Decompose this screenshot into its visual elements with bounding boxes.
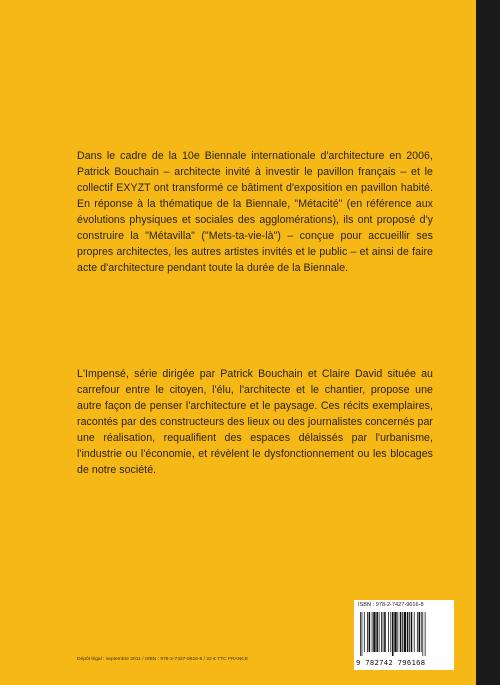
barcode-bar: [417, 612, 418, 652]
barcode-bar: [364, 612, 365, 652]
barcode-bar: [400, 612, 402, 652]
barcode-bar: [388, 612, 389, 652]
barcode-bar: [407, 612, 409, 652]
barcode-bars: [360, 612, 448, 656]
isbn-text: ISBN : 978-2-7427-9616-8: [358, 602, 424, 608]
barcode-bar: [372, 612, 373, 652]
barcode-bar: [411, 612, 413, 652]
barcode-digits: 9 782742 796168: [356, 658, 426, 667]
barcode-bar: [397, 612, 398, 652]
barcode-bar: [409, 612, 410, 652]
barcode-bar: [379, 612, 380, 652]
back-cover-paragraph-series: L'Impensé, série dirigée par Patrick Bouchain et Claire David située au carrefour entre le citoyen, l'élu, l'architecte et le chantier, propose une autre façon de penser l'architecture et le paysage. Ces récits exemplaires, racontés par des constructeurs des lieux ou des journalistes concernés par une réalisation, requalifient des espaces délaissés par l'urbanisme, l'industrie ou l'économie, et révèlent le dysfonctionnement ou les blocages de notre société.: [77, 367, 433, 476]
barcode-bar: [392, 612, 394, 656]
barcode-bar: [419, 612, 421, 652]
barcode-bar: [369, 612, 371, 652]
barcode-bar: [402, 612, 403, 652]
barcode-label: [354, 600, 454, 670]
barcode-bar: [422, 612, 423, 656]
barcode-bar: [376, 612, 378, 652]
barcode-bar: [383, 612, 384, 652]
barcode-bar: [381, 612, 382, 652]
barcode-bar: [421, 612, 422, 652]
barcode-bar: [390, 612, 391, 652]
barcode-bar: [373, 612, 375, 652]
book-spine-edge: [476, 0, 500, 685]
barcode-bar: [360, 612, 361, 656]
barcode-bar: [425, 612, 426, 656]
legal-deposit-line: Dépôt légal : septembre 2011 / ISBN : 978-2-7427-9616-8 / 22 € TTC FRANCE: [77, 657, 249, 662]
barcode-bar: [367, 612, 368, 652]
barcode-bar: [362, 612, 363, 656]
barcode-bar: [384, 612, 386, 652]
back-cover-paragraph-project: Dans le cadre de la 10e Biennale internationale d'architecture en 2006, Patrick Bouchain – architecte invité à investir le pavillon français – et le collectif EXYZT ont transformé ce bâtiment d'exposition en pavillon habité. En réponse à la thématique de la Biennale, "Métacité" (en référence aux évolutions physiques et sociales des agglomérations), ils ont proposé d'y construire la "Métavilla" ("Mets-ta-vie-là") – conçue pour accueillir ses propres architectes, les autres artistes invités et le public – et ainsi de faire acte d'architecture pendant toute la durée de la Biennale.: [77, 149, 433, 274]
barcode-bar: [394, 612, 396, 652]
barcode-bar: [414, 612, 415, 652]
barcode-bar: [404, 612, 406, 652]
